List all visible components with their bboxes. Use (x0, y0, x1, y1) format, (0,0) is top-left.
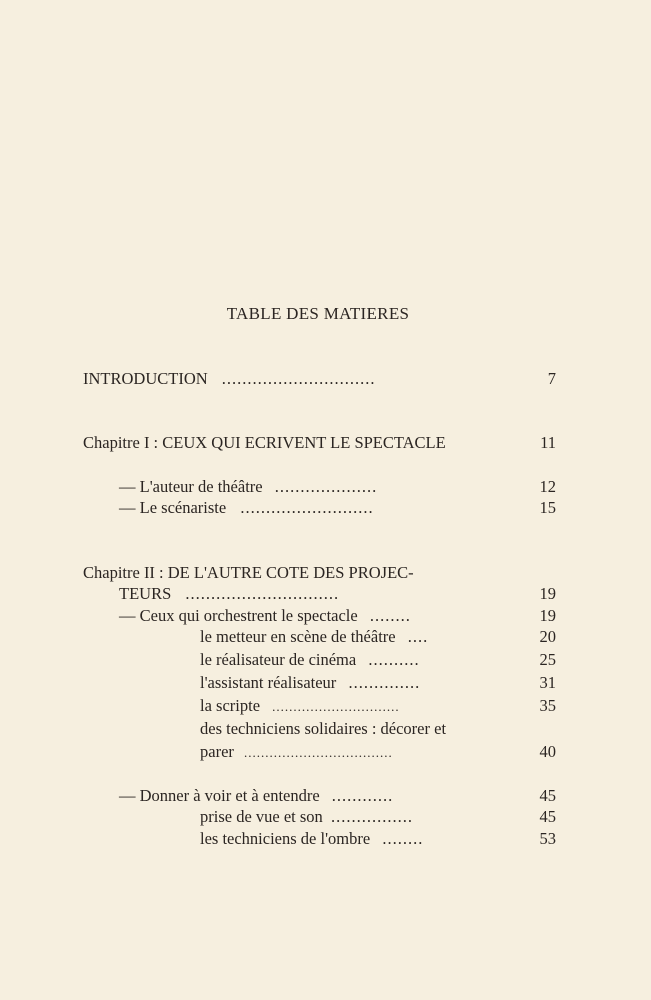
leader-dots: .............. (348, 673, 421, 692)
page-number: 35 (539, 696, 556, 715)
leader-dots: ........ (382, 829, 424, 848)
toc-entry-chapter-2 (83, 563, 414, 583)
toc-entry-metteur (200, 627, 428, 647)
entry-label: TEURS (119, 584, 172, 603)
toc-entry-techniciens-solidaires (200, 719, 446, 739)
entry-label: Chapitre II : DE L'AUTRE COTE DES PROJEC- (83, 563, 414, 582)
page-number: 53 (539, 829, 556, 848)
leader-dots: .................... (274, 477, 378, 496)
leader-dots: ............ (331, 786, 394, 805)
leader-dots: .... (407, 627, 429, 646)
page-number: 31 (539, 673, 556, 692)
toc-entry-techniciens-ombre (200, 829, 423, 849)
entry-label: — Le scénariste (119, 498, 227, 517)
toc-entry-auteur (119, 477, 377, 497)
page-number: 19 (539, 606, 556, 625)
page-number: 7 (547, 369, 556, 388)
entry-label: prise de vue et son (200, 807, 323, 826)
page-number: 45 (539, 807, 556, 826)
toc-entry-chapter-2-continued (119, 584, 339, 604)
leader-dots: ................ (330, 807, 413, 826)
toc-entry-donner (119, 786, 393, 806)
entry-label: — Ceux qui orchestrent le spectacle (119, 606, 358, 625)
entry-label: — L'auteur de théâtre (119, 477, 263, 496)
toc-entry-realisateur (200, 650, 420, 670)
leader-dots: ........ (369, 606, 411, 625)
page-number: 12 (539, 477, 556, 496)
toc-entry-introduction (83, 369, 376, 389)
entry-label: le réalisateur de cinéma (200, 650, 357, 669)
toc-entry-chapter-1 (83, 433, 446, 453)
toc-entry-assistant (200, 673, 420, 693)
leader-dots: .......................... (240, 498, 374, 517)
leader-dots: .............................. (272, 699, 400, 714)
leader-dots: .......... (368, 650, 420, 669)
page-number: 20 (539, 627, 556, 646)
entry-label: Chapitre I : CEUX QUI ECRIVENT LE SPECTACLE (83, 433, 446, 452)
entry-label: la scripte (200, 696, 261, 715)
entry-label: l'assistant réalisateur (200, 673, 337, 692)
toc-entry-orchestrent (119, 606, 411, 626)
entry-label: le metteur en scène de théâtre (200, 627, 396, 646)
entry-label: INTRODUCTION (83, 369, 208, 388)
page-number: 15 (539, 498, 556, 517)
leader-dots: .............................. (185, 584, 340, 603)
toc-entry-prise-de-vue (200, 807, 413, 827)
page-number: 40 (539, 742, 556, 761)
leader-dots: ................................... (244, 745, 393, 760)
page-number: 25 (539, 650, 556, 669)
page-number: 11 (540, 433, 556, 452)
page-number: 45 (539, 786, 556, 805)
page-number: 19 (539, 584, 556, 603)
entry-label: les techniciens de l'ombre (200, 829, 371, 848)
toc-entry-scenariste (119, 498, 374, 518)
entry-label: parer (200, 742, 234, 761)
entry-label: — Donner à voir et à entendre (119, 786, 320, 805)
entry-label: des techniciens solidaires : décorer et (200, 719, 447, 738)
leader-dots: .............................. (221, 369, 376, 388)
toc-entry-techniciens-solidaires-continued (200, 742, 393, 763)
toc-title: TABLE DES MATIERES (226, 304, 410, 323)
toc-entry-scripte (200, 696, 400, 717)
